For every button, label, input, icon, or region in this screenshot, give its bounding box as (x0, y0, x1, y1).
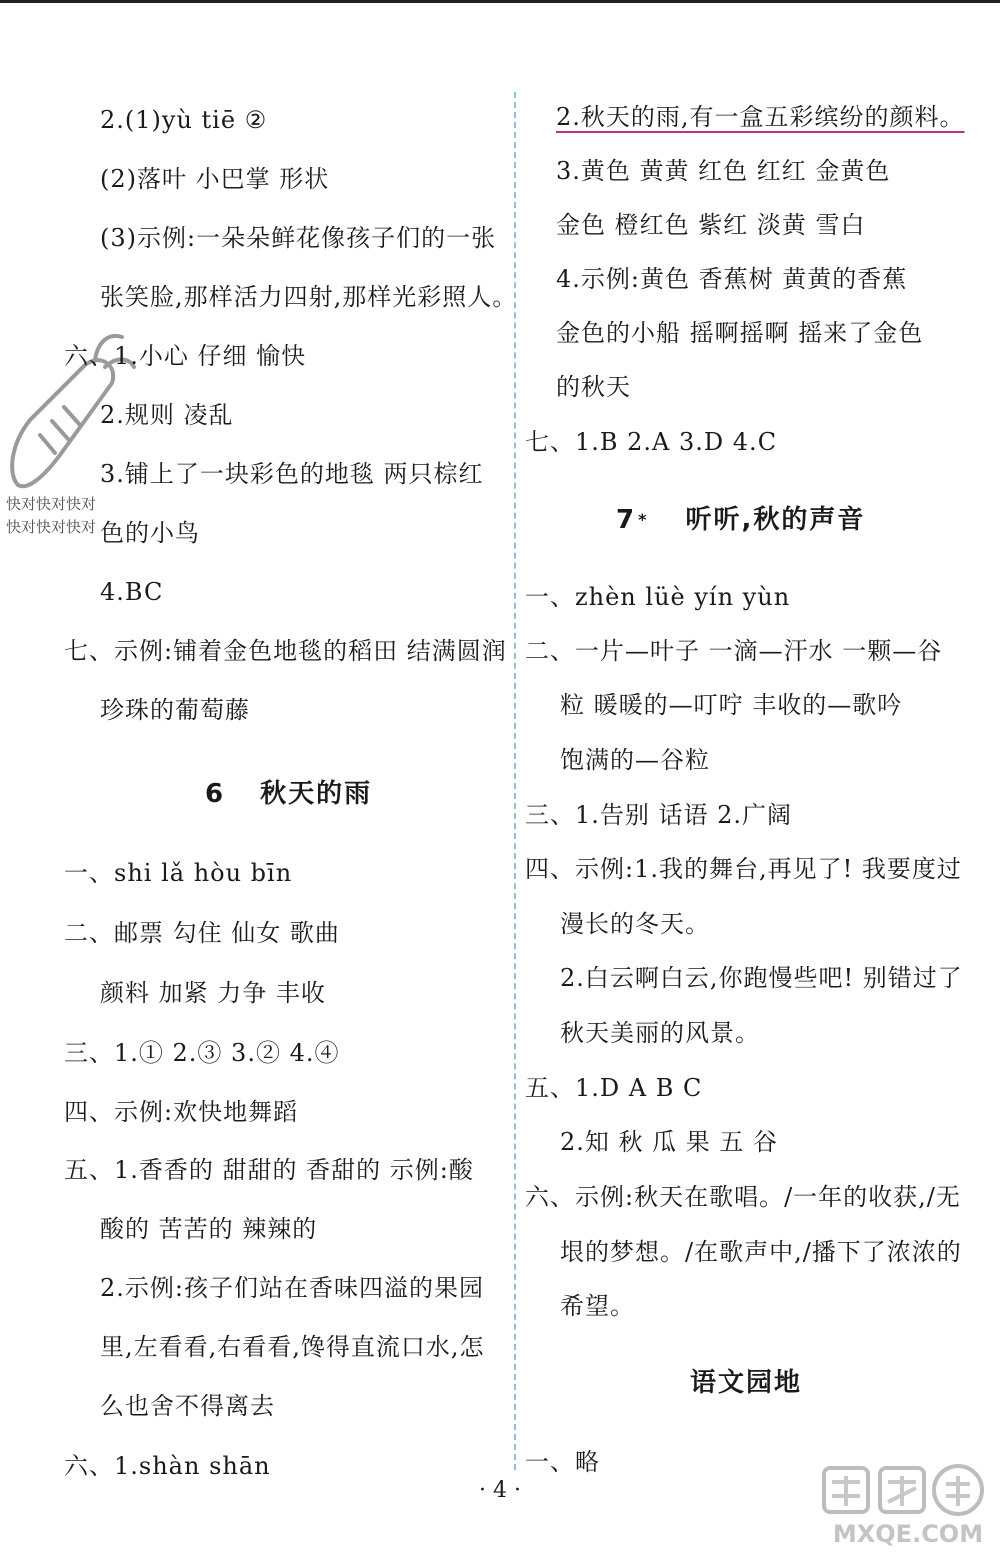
answer-line: 二、邮票 勾住 仙女 歌曲 (64, 919, 340, 947)
answer-line: 三、1.告别 话语 2.广阔 (525, 801, 793, 829)
answer-line: 2.秋天的雨,有一盒五彩缤纷的颜料。 (556, 103, 965, 131)
answer-line: 4.示例:黄色 香蕉树 黄黄的香蕉 (556, 265, 908, 293)
optional-lesson-marker: * (638, 510, 649, 529)
answer-line: 六、示例:秋天在歌唱。/一年的收获,/无 (525, 1183, 961, 1211)
answer-line: 珍珠的葡萄藤 (100, 696, 250, 724)
answer-line: 里,左看看,右看看,馋得直流口水,怎 (100, 1333, 485, 1361)
section-heading (205, 777, 372, 811)
answer-line: 二、一片—叶子 一滴—汗水 一颗—谷 (525, 637, 943, 665)
answer-line: 的秋天 (556, 373, 631, 401)
answer-line: 2.(1)yù tiē ② (100, 106, 268, 134)
answer-line: 六、1.shàn shān (64, 1452, 271, 1480)
answer-line: 2.示例:孩子们站在香味四溢的果园 (100, 1274, 484, 1302)
logo-url: MXQE.COM (832, 1520, 984, 1548)
answer-line: 七、1.B 2.A 3.D 4.C (525, 428, 778, 456)
answer-line: 七、示例:铺着金色地毯的稻田 结满圆润 (64, 637, 507, 665)
answer-line: 三、1.① 2.③ 3.② 4.④ (64, 1039, 340, 1067)
answer-line: 垠的梦想。/在歌声中,/播下了浓浓的 (560, 1238, 962, 1266)
section-heading (616, 503, 865, 537)
answer-line: 五、1.D A B C (525, 1074, 703, 1102)
site-logo-watermark (818, 1462, 998, 1554)
answer-line: 希望。 (560, 1292, 635, 1320)
answer-line: 五、1.香香的 甜甜的 香甜的 示例:酸 (64, 1156, 474, 1184)
section-heading: 语文园地 (690, 1368, 803, 1398)
answer-line: 3.铺上了一块彩色的地毯 两只棕红 (100, 460, 484, 488)
answer-line: 张笑脸,那样活力四射,那样光彩照人。 (100, 283, 518, 311)
answer-line: (3)示例:一朵朵鲜花像孩子们的一张 (100, 224, 497, 252)
answer-line: 四、示例:欢快地舞蹈 (64, 1098, 299, 1126)
answer-line: 4.BC (100, 578, 164, 606)
answer-line: 六、1.小心 仔细 愉快 (64, 342, 307, 370)
answer-line: 2.知 秋 瓜 果 五 谷 (560, 1128, 779, 1156)
page-number: · 4 · (479, 1478, 521, 1503)
section-title: 听听,秋的声音 (685, 505, 866, 535)
answer-line: 2.规则 凌乱 (100, 401, 234, 429)
answer-line: 么也舍不得离去 (100, 1392, 275, 1420)
answer-line: 粒 暖暖的—叮咛 丰收的—歌吟 (560, 691, 903, 719)
answer-line: 颜料 加紧 力争 丰收 (100, 979, 326, 1007)
answer-line: (2)落叶 小巴掌 形状 (100, 165, 330, 193)
answer-line: 2.白云啊白云,你跑慢些吧! 别错过了 (560, 964, 963, 992)
top-rule (0, 0, 1000, 3)
answer-line: 一、略 (525, 1448, 600, 1476)
answer-line: 金色的小船 摇啊摇啊 摇来了金色 (556, 319, 924, 347)
answer-line: 一、shi lǎ hòu bīn (64, 859, 293, 887)
answer-line: 3.黄色 黄黄 红色 红红 金黄色 (556, 157, 891, 185)
watermark-text: 快对快对快对 (6, 495, 97, 513)
section-number: 6 (205, 779, 226, 809)
watermark-text: 快对快对快对 (6, 518, 97, 536)
answer-line: 漫长的冬天。 (560, 910, 710, 938)
answer-line: 金色 橙红色 紫红 淡黄 雪白 (556, 211, 866, 239)
answer-line: 酸的 苦苦的 辣辣的 (100, 1215, 318, 1243)
answer-line: 四、示例:1.我的舞台,再见了! 我要度过 (525, 855, 962, 883)
logo-icon (818, 1462, 998, 1550)
answer-line: 秋天美丽的风景。 (560, 1019, 760, 1047)
answer-line: 色的小鸟 (100, 519, 200, 547)
section-number: 7 (616, 505, 637, 535)
answer-line: 饱满的—谷粒 (560, 746, 710, 774)
section-title: 秋天的雨 (260, 779, 373, 809)
answer-line: 一、zhèn lüè yín yùn (525, 583, 791, 611)
